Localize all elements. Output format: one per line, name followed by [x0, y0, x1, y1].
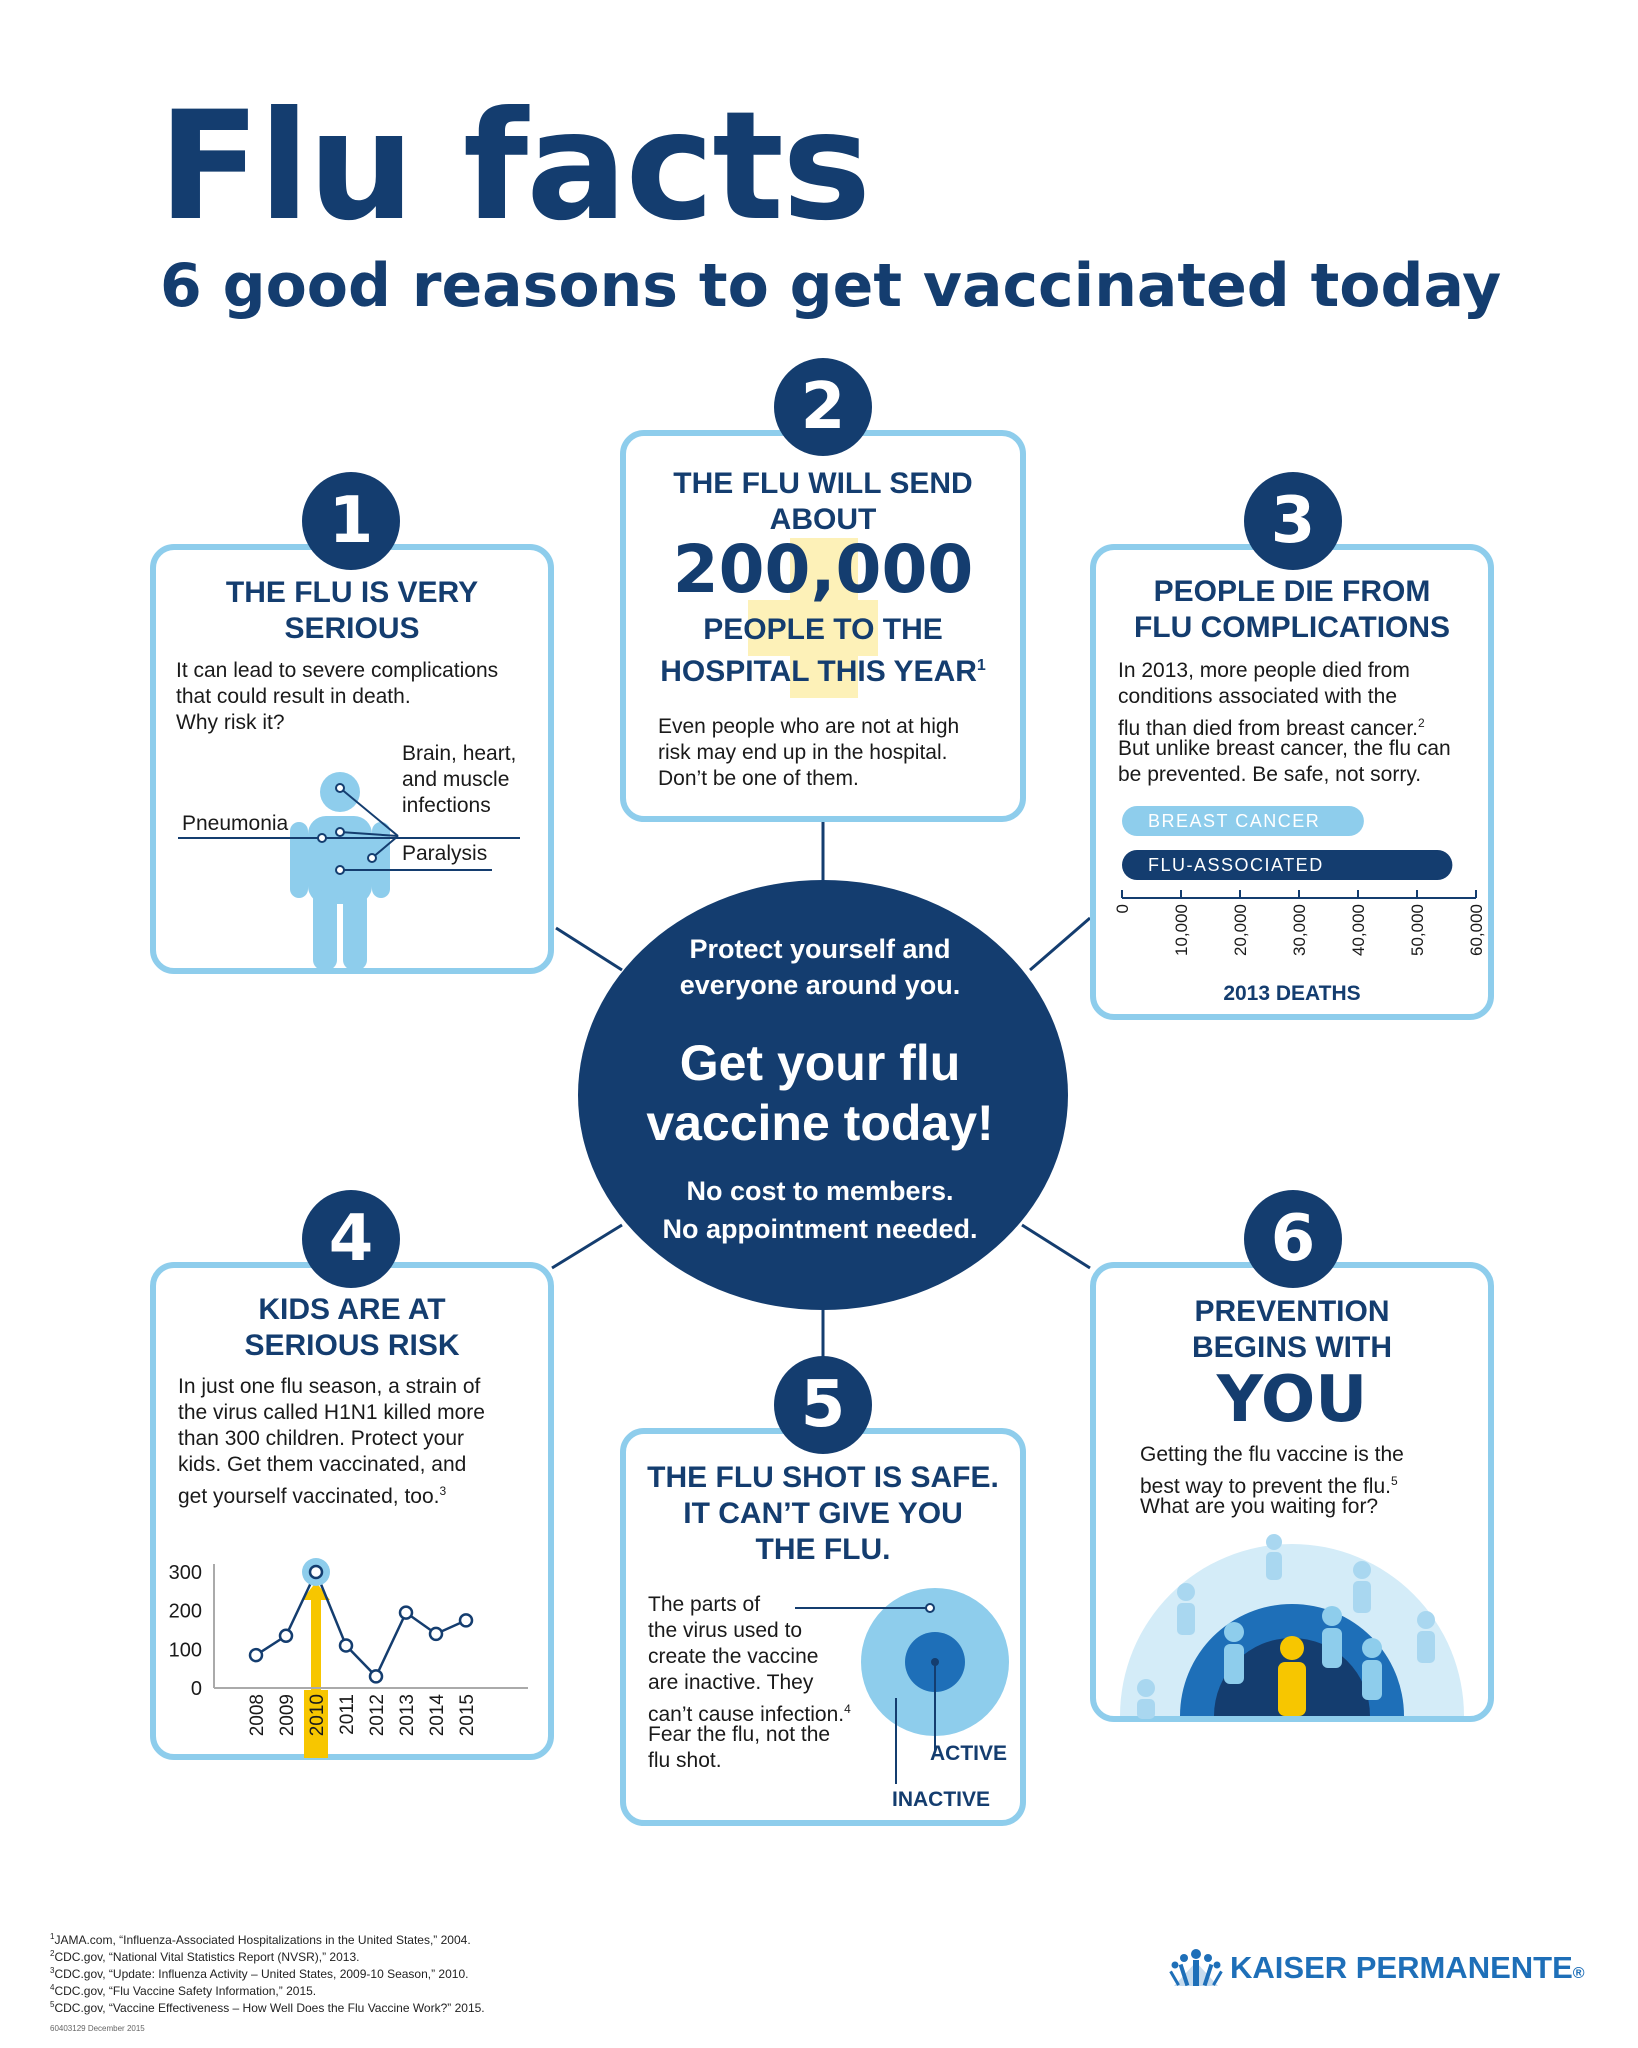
- data-point: [370, 1670, 382, 1682]
- card4-heading-line2: SERIOUS RISK: [244, 1329, 460, 1362]
- footnote: $^5$CDC.gov, “Vaccine Effectiveness – How Well Does the Flu Vaccine Work?” 2015.: [50, 2000, 485, 2015]
- card5-body-line2: the virus used to: [648, 1619, 803, 1642]
- data-point: [400, 1607, 412, 1619]
- card3-body-line4: But unlike breast cancer, the flu can: [1118, 737, 1451, 760]
- card6-heading-line2: BEGINS WITH: [1192, 1331, 1392, 1364]
- center-note1: No cost to members.: [686, 1176, 954, 1206]
- card2-body-line3: Don’t be one of them.: [658, 767, 859, 790]
- hospital-count: 200,000: [672, 531, 974, 608]
- series-line: [256, 1572, 466, 1676]
- x-tick-label: 2010: [307, 1694, 328, 1737]
- card1-body-line3: Why risk it?: [176, 711, 285, 734]
- tick-label: 60,000: [1467, 904, 1486, 956]
- card2-heading-line2: ABOUT: [769, 503, 877, 536]
- x-tick-label: 2008: [247, 1694, 268, 1737]
- card4-body-line5: get yourself vaccinated, too.$^3$: [178, 1484, 447, 1508]
- card3-body-line5: be prevented. Be safe, not sorry.: [1118, 763, 1422, 786]
- footnote-marker: 3: [439, 1484, 447, 1498]
- card4-body-line1: In just one flu season, a strain of: [178, 1375, 481, 1398]
- center-note2: No appointment needed.: [662, 1214, 978, 1244]
- x-tick-label: 2009: [277, 1694, 298, 1737]
- community-protection-icon: [1096, 1520, 1488, 1716]
- card1-heading-line2: SERIOUS: [284, 612, 420, 645]
- card6-body-line1: Getting the flu vaccine is the: [1140, 1443, 1404, 1466]
- card3-heading-line2: FLU COMPLICATIONS: [1133, 611, 1451, 644]
- tick-label: 40,000: [1349, 904, 1368, 956]
- card6-heading-line1: PREVENTION: [1194, 1295, 1390, 1328]
- footnote-marker: 2: [1418, 716, 1425, 730]
- y-tick-label: 300: [168, 1562, 202, 1584]
- footnote-marker: 1: [976, 657, 986, 674]
- footnote: $^1$JAMA.com, “Influenza-Associated Hospitalizations in the United States,” 2004.: [50, 1932, 471, 1947]
- label-brain-infections-line2: and muscle: [402, 768, 510, 791]
- card5-body-line7: flu shot.: [648, 1749, 722, 1772]
- center-line1: Protect yourself and: [689, 934, 951, 964]
- label-brain-infections-line1: Brain, heart,: [402, 742, 517, 765]
- footnote: $^2$CDC.gov, “National Vital Statistics Report (NVSR),” 2013.: [50, 1949, 360, 1964]
- card5-body-line1: The parts of: [648, 1593, 761, 1616]
- deaths-bar-chart: [1090, 800, 1494, 1010]
- footnote-marker: 4: [844, 1702, 851, 1716]
- center-cta2: vaccine today!: [646, 1095, 994, 1151]
- reason-number-badge: 6: [1244, 1190, 1342, 1288]
- label-inactive: INACTIVE: [892, 1788, 991, 1811]
- reason-number-badge: 5: [774, 1356, 872, 1454]
- reason-number-badge: 2: [774, 358, 872, 456]
- label-paralysis: Paralysis: [402, 842, 488, 865]
- card2-heading-line3: PEOPLE TO THE: [703, 613, 943, 646]
- virus-diagram-icon: [620, 1428, 1026, 1826]
- card3-body-line2: conditions associated with the: [1118, 685, 1397, 708]
- x-tick-label: 2015: [457, 1694, 478, 1737]
- data-point: [460, 1614, 472, 1626]
- highlight-arrow-shaft: [311, 1592, 321, 1690]
- page-subtitle: 6 good reasons to get vaccinated today: [160, 251, 1502, 321]
- card5-heading-line3: THE FLU.: [755, 1533, 891, 1566]
- footnote: $^3$CDC.gov, “Update: Influenza Activity – United States, 2009-10 Season,” 2010.: [50, 1966, 469, 1981]
- h1n1-line-chart: [150, 1520, 554, 1760]
- card3-heading-line1: PEOPLE DIE FROM: [1153, 575, 1431, 608]
- card4-body-line4: kids. Get them vaccinated, and: [178, 1453, 467, 1476]
- page-title: Flu facts: [158, 80, 870, 254]
- data-point: [430, 1628, 442, 1640]
- label-active: ACTIVE: [930, 1742, 1008, 1765]
- card3-body-line1: In 2013, more people died from: [1118, 659, 1410, 682]
- document-code: 60403129 December 2015: [50, 2024, 145, 2033]
- card5-body-line5: can’t cause infection.$^4$: [648, 1702, 851, 1726]
- card5-body-line6: Fear the flu, not the: [648, 1723, 831, 1746]
- data-point: [250, 1649, 262, 1661]
- card5-body-line3: create the vaccine: [648, 1645, 819, 1668]
- card4-heading-line1: KIDS ARE AT: [258, 1293, 446, 1326]
- card6-you: YOU: [1216, 1363, 1368, 1437]
- tick-label: 30,000: [1290, 904, 1309, 956]
- card5-body-line4: are inactive. They: [648, 1671, 814, 1694]
- card6-body-line3: What are you waiting for?: [1140, 1495, 1379, 1518]
- tick-label: 20,000: [1231, 904, 1250, 956]
- tick-label: 50,000: [1408, 904, 1427, 956]
- card2-body-line1: Even people who are not at high: [658, 715, 960, 738]
- reason-number-badge: 3: [1244, 472, 1342, 570]
- reason-number-badge: 1: [302, 472, 400, 570]
- label-pneumonia: Pneumonia: [182, 812, 289, 835]
- card1-body-line2: that could result in death.: [176, 685, 411, 708]
- x-tick-label: 2014: [427, 1694, 448, 1737]
- footnote-marker: 5: [1390, 1474, 1398, 1488]
- card3-body-line3: flu than died from breast cancer.$^2$: [1118, 716, 1425, 740]
- data-point: [310, 1566, 322, 1578]
- card5-heading-line2: IT CAN’T GIVE YOU: [683, 1497, 963, 1530]
- card4-body-line2: the virus called H1N1 killed more: [178, 1401, 485, 1424]
- kaiser-logo-icon: [1170, 1948, 1222, 1988]
- y-tick-label: 200: [168, 1600, 202, 1623]
- y-tick-label: 100: [168, 1639, 202, 1662]
- y-tick-label: 0: [190, 1678, 202, 1700]
- bar-label: FLU-ASSOCIATED: [1148, 855, 1324, 875]
- brand-name: KAISER PERMANENTE®: [1230, 1950, 1585, 1985]
- card1-heading-line1: THE FLU IS VERY: [225, 576, 479, 609]
- x-axis-label: 2013 DEATHS: [1223, 982, 1361, 1005]
- data-point: [340, 1639, 352, 1651]
- card5-heading-line1: THE FLU SHOT IS SAFE.: [647, 1461, 999, 1494]
- body-figure-icon: [150, 760, 554, 974]
- footnote: $^4$CDC.gov, “Flu Vaccine Safety Information,” 2015.: [50, 1983, 317, 1998]
- x-tick-label: 2012: [367, 1694, 388, 1737]
- card1-body-line1: It can lead to severe complications: [176, 659, 499, 682]
- tick-label: 0: [1113, 904, 1132, 914]
- card2-heading-line1: THE FLU WILL SEND: [673, 467, 973, 500]
- tick-label: 10,000: [1172, 904, 1191, 956]
- x-tick-label: 2013: [397, 1694, 418, 1737]
- center-cta1: Get your flu: [679, 1035, 961, 1091]
- card2-heading-line4: HOSPITAL THIS YEAR$^1$: [660, 655, 986, 688]
- center-line2: everyone around you.: [679, 970, 961, 1000]
- data-point: [280, 1630, 292, 1642]
- reason-number-badge: 4: [302, 1190, 400, 1288]
- label-brain-infections-line3: infections: [402, 794, 491, 817]
- card2-body-line2: risk may end up in the hospital.: [658, 741, 948, 764]
- x-tick-label: 2011: [337, 1694, 358, 1735]
- card6-body-line2: best way to prevent the flu.$^5$: [1140, 1474, 1398, 1498]
- bar-label: BREAST CANCER: [1148, 811, 1321, 831]
- card4-body-line3: than 300 children. Protect your: [178, 1427, 465, 1450]
